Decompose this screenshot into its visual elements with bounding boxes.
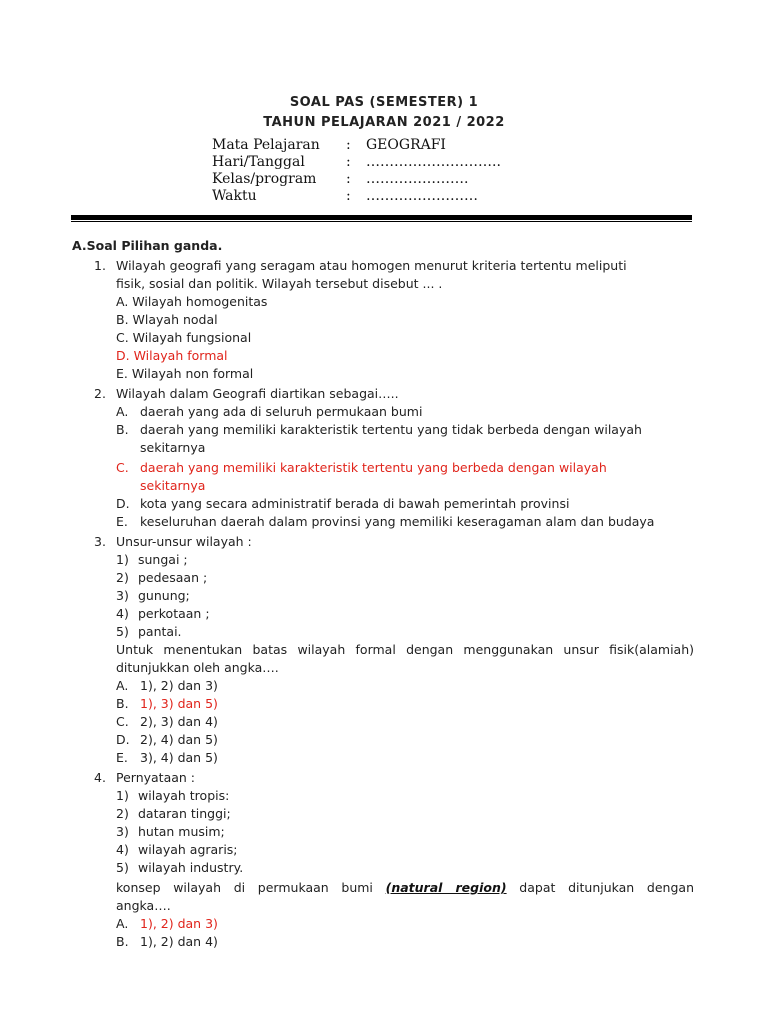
q2-option-d <box>116 495 569 513</box>
q2-option-a <box>116 403 422 421</box>
item-number: 3) <box>116 588 129 603</box>
q3-text: Unsur-unsur wilayah : <box>116 534 252 549</box>
header-divider-thick <box>71 215 692 220</box>
q1-text-line2: fisik, sosial dan politik. Wilayah tersebut disebut ... . <box>116 276 443 291</box>
q3-option-e <box>116 749 218 767</box>
info-value: …………………… <box>366 188 478 204</box>
q3-item <box>116 605 210 623</box>
natural-region-term: (natural region) <box>385 880 507 895</box>
q3-option-b-answer <box>116 695 218 713</box>
item-number: 1) <box>116 788 129 803</box>
q4-question-line1 <box>116 879 694 897</box>
item-text: sungai ; <box>138 552 188 567</box>
q3-item <box>116 551 188 569</box>
option-text: kota yang secara administratif berada di bawah pemerintah provinsi <box>140 496 570 511</box>
q3-number: 3. <box>94 534 106 549</box>
exam-info <box>212 137 501 205</box>
q1-option-c: C. Wilayah fungsional <box>116 330 252 345</box>
option-label: A. <box>116 916 129 931</box>
option-label: B. <box>116 934 129 949</box>
section-title: Soal Pilihan ganda. <box>86 238 223 253</box>
item-text: wilayah tropis: <box>138 788 230 803</box>
item-text: wilayah agraris; <box>138 842 238 857</box>
option-label: C. <box>116 460 129 475</box>
q4-option-a-answer <box>116 915 218 933</box>
section-heading <box>72 237 222 255</box>
q1-option-d-answer <box>116 347 228 365</box>
option-text: 3), 4) dan 5) <box>140 750 218 765</box>
section-prefix: A. <box>72 238 87 253</box>
q3-item <box>116 587 190 605</box>
q4-item <box>116 805 231 823</box>
q2-option-e <box>116 513 654 531</box>
item-number: 1) <box>116 552 129 567</box>
q4-item <box>116 859 243 877</box>
item-number: 3) <box>116 824 129 839</box>
item-text: perkotaan ; <box>138 606 210 621</box>
item-number: 2) <box>116 806 129 821</box>
info-colon: : <box>346 154 351 170</box>
option-label: D. <box>116 732 130 747</box>
q4-number: 4. <box>94 770 106 785</box>
item-number: 2) <box>116 570 129 585</box>
option-label: D. <box>116 348 130 363</box>
info-label: Waktu <box>212 188 257 204</box>
q1-option-b: B. Wlayah nodal <box>116 312 218 327</box>
info-colon: : <box>346 171 351 187</box>
q4-question-line2: angka…. <box>116 898 171 913</box>
info-colon: : <box>346 137 351 153</box>
q3-item <box>116 623 182 641</box>
q3-item <box>116 569 207 587</box>
q1-option-e: E. Wilayah non formal <box>116 366 254 381</box>
exam-title: SOAL PAS (SEMESTER) 1 <box>289 95 479 110</box>
option-text: 2), 3) dan 4) <box>140 714 218 729</box>
option-text: 1), 2) dan 4) <box>140 934 218 949</box>
option-label: D. <box>116 496 130 511</box>
option-label: E. <box>116 514 128 529</box>
item-text: pantai. <box>138 624 182 639</box>
q2-text: Wilayah dalam Geografi diartikan sebagai….. <box>116 386 399 401</box>
item-text: dataran tinggi; <box>138 806 231 821</box>
info-value: ……………………….. <box>366 154 501 170</box>
option-text: Wilayah formal <box>133 348 228 363</box>
q4-item <box>116 787 229 805</box>
info-label: Hari/Tanggal <box>212 154 305 170</box>
info-row-subject <box>212 137 501 154</box>
info-row-class <box>212 171 501 188</box>
q4-item <box>116 823 225 841</box>
option-text: keseluruhan daerah dalam provinsi yang memiliki keseragaman alam dan budaya <box>140 514 655 529</box>
info-colon: : <box>346 188 351 204</box>
q2-option-b-cont: sekitarnya <box>140 440 206 455</box>
item-number: 4) <box>116 842 129 857</box>
q2-option-b <box>116 421 642 439</box>
option-label: B. <box>116 696 129 711</box>
item-text: wilayah industry. <box>138 860 244 875</box>
question-text: konsep wilayah di permukaan bumi <box>116 880 373 895</box>
q1-option-a: A. Wilayah homogenitas <box>116 294 268 309</box>
option-label: E. <box>116 750 128 765</box>
q1-text-line1: Wilayah geografi yang seragam atau homogen menurut kriteria tertentu meliputi <box>116 258 627 273</box>
item-number: 5) <box>116 860 129 875</box>
option-text: daerah yang memiliki karakteristik tertentu yang berbeda dengan wilayah <box>140 460 607 475</box>
item-number: 5) <box>116 624 129 639</box>
info-label: Kelas/program <box>212 171 317 187</box>
item-text: pedesaan ; <box>138 570 208 585</box>
q4-option-b <box>116 933 218 951</box>
option-label: A. <box>116 404 129 419</box>
academic-year: TAHUN PELAJARAN 2021 / 2022 <box>263 115 505 130</box>
option-text: 1), 2) dan 3) <box>140 916 218 931</box>
q3-question-line1: Untuk menentukan batas wilayah formal dengan menggunakan unsur fisik(alamiah) <box>116 642 694 657</box>
q3-option-c <box>116 713 218 731</box>
info-value: GEOGRAFI <box>366 137 446 153</box>
option-text: 1), 2) dan 3) <box>140 678 218 693</box>
info-value: …………………. <box>366 171 469 187</box>
option-text: daerah yang ada di seluruh permukaan bumi <box>140 404 423 419</box>
option-text: 1), 3) dan 5) <box>140 696 218 711</box>
option-label: C. <box>116 714 129 729</box>
q2-option-c-answer <box>116 459 607 477</box>
info-row-date <box>212 154 501 171</box>
option-text: 2), 4) dan 5) <box>140 732 218 747</box>
item-number: 4) <box>116 606 129 621</box>
header-divider-thin <box>71 221 692 222</box>
info-row-time <box>212 188 501 205</box>
q3-question-line2: ditunjukkan oleh angka…. <box>116 660 279 675</box>
info-label: Mata Pelajaran <box>212 137 320 153</box>
option-label: A. <box>116 678 129 693</box>
item-text: hutan musim; <box>138 824 225 839</box>
question-text: dapat ditunjukan dengan <box>519 880 694 895</box>
q4-item <box>116 841 238 859</box>
q2-number: 2. <box>94 386 106 401</box>
item-text: gunung; <box>138 588 190 603</box>
q2-option-c-cont: sekitarnya <box>140 478 206 493</box>
option-text: daerah yang memiliki karakteristik tertentu yang tidak berbeda dengan wilayah <box>140 422 642 437</box>
q1-number: 1. <box>94 258 106 273</box>
q3-option-d <box>116 731 218 749</box>
q4-text: Pernyataan : <box>116 770 196 785</box>
q3-option-a <box>116 677 218 695</box>
option-label: B. <box>116 422 129 437</box>
